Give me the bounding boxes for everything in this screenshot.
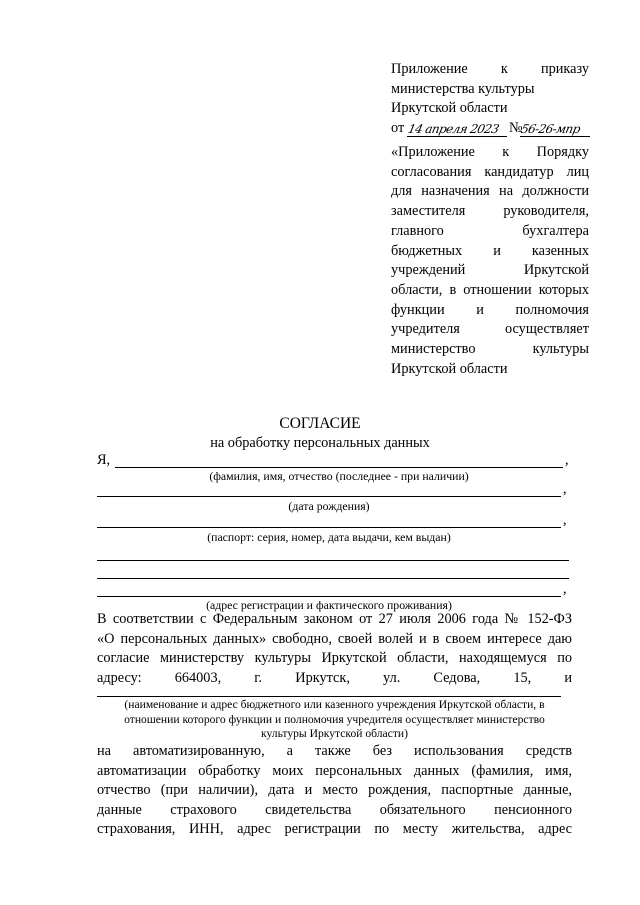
consent-paragraph-2 [97, 742, 572, 840]
address-field-line-1 [97, 560, 569, 561]
order-date-underline [407, 136, 507, 137]
document-title: СОГЛАСИЕ [279, 415, 361, 432]
comma: , [565, 452, 569, 468]
paragraph-line: на автоматизированную, а также без использования средств [97, 743, 572, 759]
procedure-line: бюджетных и казенных [391, 242, 589, 259]
address-field-line-2 [97, 578, 569, 579]
full-name-field [115, 467, 563, 468]
paragraph-line: согласие министерству культуры Иркутской области, находящемуся по [97, 650, 572, 667]
paragraph-line: страхования, ИНН, адрес регистрации по месту жительства, адрес [97, 821, 572, 838]
procedure-line: для назначения на должности [391, 183, 589, 200]
procedure-line: министерство культуры [391, 341, 589, 358]
procedure-line: области, в отношении которых [391, 281, 589, 298]
procedure-line: учредителя осуществляет [391, 321, 589, 338]
passport-caption: (паспорт: серия, номер, дата выдачи, кем выдан) [207, 530, 451, 544]
procedure-line: Иркутской области [391, 360, 508, 377]
full-name-caption: (фамилия, имя, отчество (последнее - при наличии) [209, 469, 469, 483]
order-number-underline [520, 136, 590, 137]
birth-date-field [97, 496, 561, 497]
procedure-line: согласования кандидатур лиц [391, 163, 589, 180]
paragraph-line: автоматизации обработку моих персональных данных (фамилия, имя, [97, 762, 572, 779]
order-prefix: от [391, 119, 405, 136]
comma: , [563, 581, 567, 597]
consent-paragraph-1 [97, 610, 572, 688]
appendix-header [391, 60, 589, 139]
address-caption: (адрес регистрации и фактического проживания) [206, 598, 452, 612]
passport-field [97, 527, 561, 528]
procedure-reference-block [391, 143, 589, 379]
document-subtitle: на обработку персональных данных [210, 435, 430, 451]
handwritten-order-number: 56-26-мпр [519, 121, 582, 136]
paragraph-line: данные страхового свидетельства обязательного пенсионного [97, 801, 572, 818]
paragraph-line: «О персональных данных» свободно, своей волей и в своем интересе даю [97, 630, 572, 647]
appendix-line-2: министерства культуры [391, 80, 535, 97]
comma: , [563, 512, 567, 528]
procedure-line: «Приложение к Порядку [391, 144, 589, 160]
birth-date-caption: (дата рождения) [288, 499, 370, 513]
address-field-line-3 [97, 596, 561, 597]
order-date-number-line [391, 119, 589, 139]
paragraph-line: В соответствии с Федеральным законом от 27 июля 2006 года № 152-ФЗ [97, 611, 572, 627]
procedure-line: заместителя руководителя, [391, 203, 589, 220]
paragraph-line: адресу: 664003, г. Иркутск, ул. Седова, 15, и [97, 669, 572, 686]
comma: , [563, 481, 567, 497]
procedure-line: функции и полномочия [391, 301, 589, 318]
paragraph-line: отчество (при наличии), дата и место рождения, паспортные данные, [97, 782, 572, 799]
appendix-line-1: Приложение к приказу [391, 61, 589, 77]
appendix-line-3: Иркутской области [391, 100, 508, 117]
order-number-sign: № [509, 119, 523, 136]
institution-field [97, 696, 561, 697]
procedure-line: учреждений Иркутской [391, 262, 589, 279]
procedure-line: главного бухгалтера [391, 222, 589, 239]
i-label: Я, [97, 452, 111, 468]
handwritten-order-date: 14 апреля 2023 [406, 121, 500, 136]
institution-caption: (наименование и адрес бюджетного или казенного учреждения Иркутской области, в отношении которого функции и полномочия учредителя осуществляет министерство культуры Иркутской области) [124, 698, 545, 741]
